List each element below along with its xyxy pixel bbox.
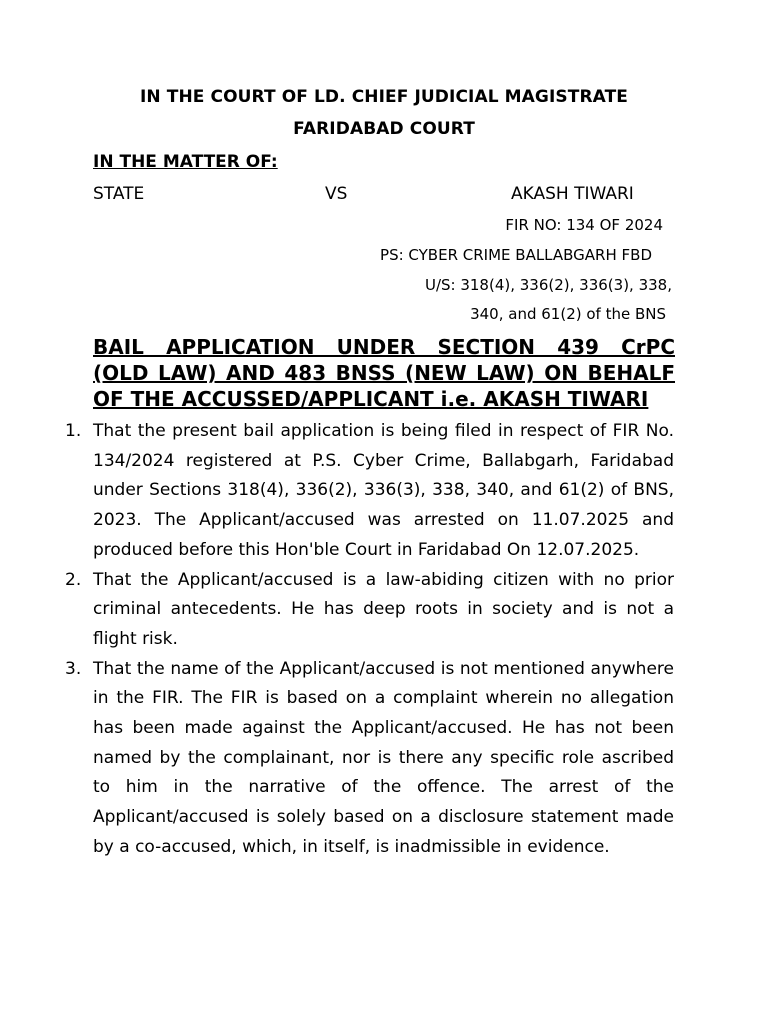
paragraph-list	[65, 417, 674, 863]
versus-label: VS	[325, 184, 348, 204]
in-the-matter-heading: IN THE MATTER OF:	[93, 152, 278, 172]
sections-line-1: U/S: 318(4), 336(2), 336(3), 338,	[424, 276, 672, 294]
paragraph-number: 1.	[65, 421, 82, 441]
list-item	[65, 655, 674, 863]
petitioner-name: STATE	[93, 184, 145, 204]
respondent-name: AKASH TIWARI	[511, 184, 634, 204]
fir-number: FIR NO: 134 OF 2024	[505, 216, 663, 234]
police-station: PS: CYBER CRIME BALLABGARH FBD	[380, 246, 652, 264]
title-line-2: (OLD LAW) AND 483 BNSS (NEW LAW) ON BEHALF	[93, 361, 675, 385]
paragraph-number: 2.	[65, 569, 82, 590]
sections-line-2: 340, and 61(2) of the BNS	[470, 305, 666, 323]
paragraph-text: That the present bail application is being filed in respect of FIR No. 134/2024 registered at P.S. Cyber Crime, Ballabgarh, Faridabad under Sections 318(4), 336(2), 336(3), 338, 340, and 61(2) of BNS, 2023. The Applicant/accused was arrested on 11.07.2025 and produced before this Hon'ble Court in Faridabad On 12.07.2025.	[93, 421, 674, 560]
paragraph-number: 3.	[65, 658, 82, 679]
list-item	[65, 417, 674, 566]
list-item	[65, 566, 674, 655]
paragraph-text: That the name of the Applicant/accused is not mentioned anywhere in the FIR. The FIR is based on a complaint wherein no allegation has been made against the Applicant/accused. He has not been named by the complainant, nor is there any specific role ascribed to him in the narrative of the offence. The arrest of the Applicant/accused is solely based on a disclosure statement made by a co-accused, which, in itself, is inadmissible in evidence.	[93, 658, 674, 857]
paragraph-text: That the Applicant/accused is a law-abiding citizen with no prior criminal antecedents. He has deep roots in society and is not a flight risk.	[93, 569, 674, 649]
title-line-3: OF THE ACCUSSED/APPLICANT i.e. AKASH TIWARI	[93, 387, 649, 411]
title-line-1: BAIL APPLICATION UNDER SECTION 439 CrPC	[93, 335, 675, 359]
court-name: IN THE COURT OF LD. CHIEF JUDICIAL MAGISTRATE	[140, 87, 628, 107]
application-title	[93, 334, 675, 412]
court-location: FARIDABAD COURT	[293, 119, 475, 139]
